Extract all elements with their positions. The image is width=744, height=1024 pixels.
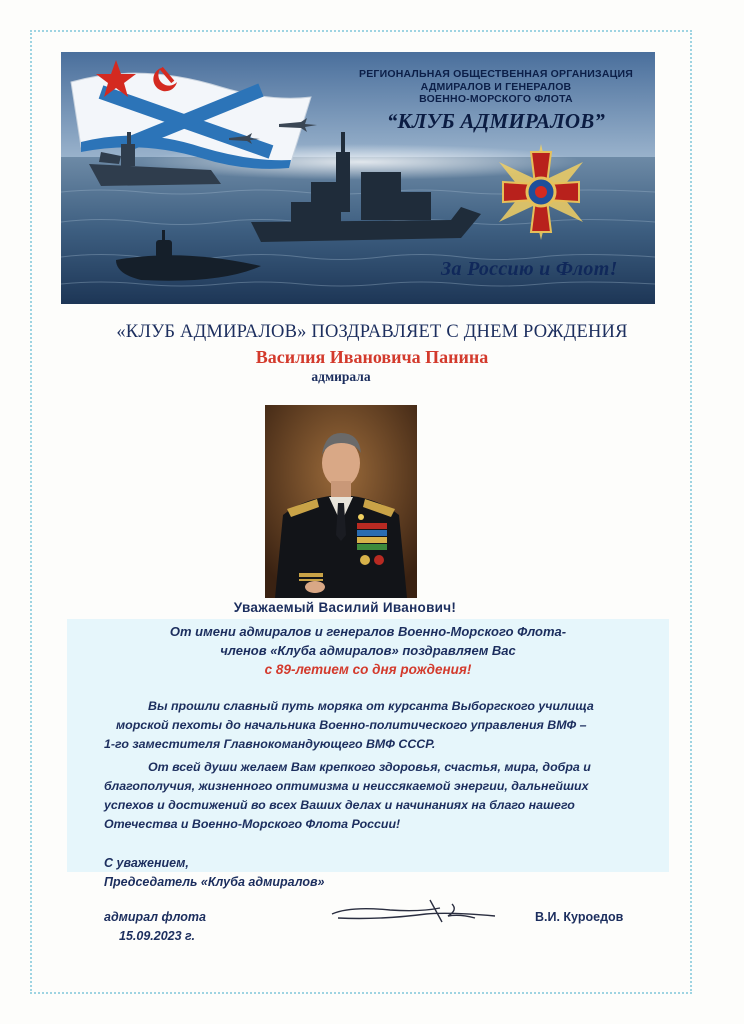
body-p2-line-1: От всей души желаем Вам крепкого здоровья, счастья, мира, добра и [148, 760, 591, 774]
org-line-3: ВОЕННО-МОРСКОГО ФЛОТА [419, 93, 573, 105]
intro-line-1: От имени адмиралов и генералов Военно-Морского Флота- [169, 624, 567, 639]
body-p2-line-4: Отечества и Военно-Морского Флота России! [104, 817, 401, 831]
body-p2-line-2: благополучия, жизненного оптимизма и неиссякаемой энергии, дальнейших [104, 779, 589, 793]
motto: За Россию и Флот! [441, 258, 618, 280]
body-p1-line-2: морской пехоты до начальника Военно-политического управления ВМФ – [116, 718, 587, 732]
signer-name: В.И. Куроедов [535, 910, 624, 924]
intro-line-2: членов «Клуба адмиралов» поздравляем Вас [220, 643, 516, 658]
organization-title [336, 68, 655, 134]
closing-date: 15.09.2023 г. [119, 929, 196, 943]
closing-regards: С уважением, [104, 856, 189, 870]
org-line-1: РЕГИОНАЛЬНАЯ ОБЩЕСТВЕННАЯ ОРГАНИЗАЦИЯ [359, 68, 633, 80]
body-p1-line-1: Вы прошли славный путь моряка от курсанта Выборгского училища [148, 699, 594, 713]
closing-title: адмирал флота [104, 910, 206, 924]
honoree-name: Василия Ивановича Панина [255, 347, 489, 367]
club-name: “КЛУБ АДМИРАЛОВ” [386, 108, 606, 133]
handwritten-signature [330, 896, 500, 928]
body-p2-line-3: успехов и достижений во всех Ваших делах и начинаниях на благо нашего [104, 798, 575, 812]
closing-chairman: Председатель «Клуба адмиралов» [104, 875, 325, 889]
greeting: Уважаемый Василий Иванович! [233, 600, 457, 615]
portrait-image [265, 405, 417, 598]
honoree-rank: адмирала [311, 369, 371, 384]
headline: «КЛУБ АДМИРАЛОВ» ПОЗДРАВЛЯЕТ С ДНЕМ РОЖДЕНИЯ [116, 322, 628, 342]
header-banner [61, 52, 655, 304]
intro-line-3: с 89-летием со дня рождения! [264, 662, 472, 677]
org-line-2: АДМИРАЛОВ И ГЕНЕРАЛОВ [420, 80, 572, 93]
body-p1-line-3: 1-го заместителя Главнокомандующего ВМФ СССР. [104, 737, 436, 751]
